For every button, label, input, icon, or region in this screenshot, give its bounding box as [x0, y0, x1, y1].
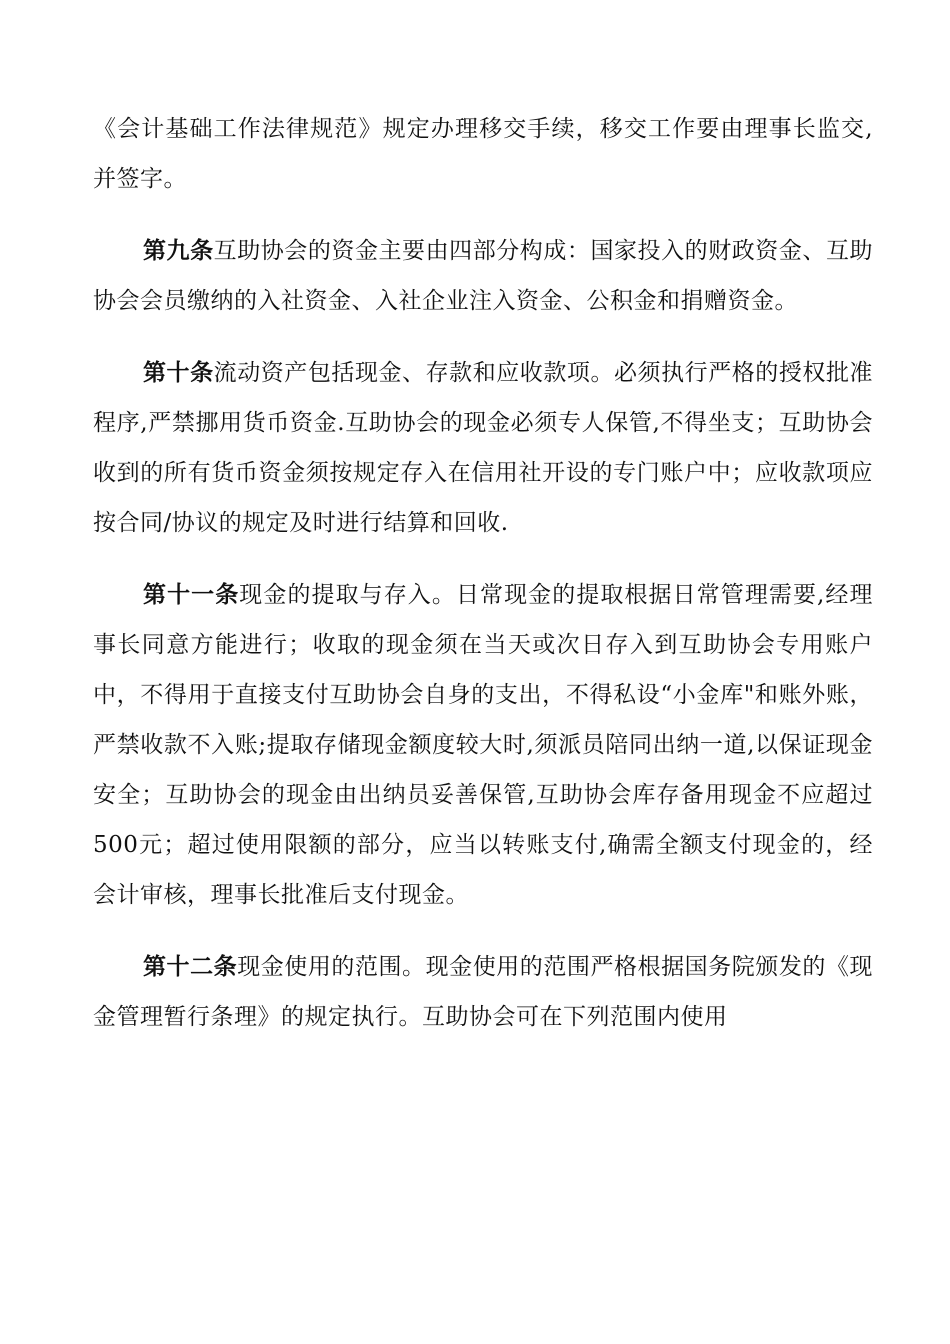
article-9 — [93, 226, 873, 326]
paragraph-text: 《会计基础工作法律规范》规定办理移交手续，移交工作要由理事长监交,并签字。 — [93, 116, 873, 192]
article-11 — [93, 570, 873, 920]
article-12 — [93, 942, 873, 1042]
document-page — [93, 104, 873, 1064]
paragraph-continuation — [93, 104, 873, 204]
paragraph-text: 现金使用的范围。现金使用的范围严格根据国务院颁发的《现金管理暂行条理》的规定执行。互助协会可在下列范围内使用 — [93, 954, 874, 1030]
paragraph-text: 现金的提取与存入。日常现金的提取根据日常管理需要,经理事长同意方能进行；收取的现金须在当天或次日存入到互助协会专用账户中，不得用于直接支付互助协会自身的支出，不得私设“小金库"和账外账，严禁收款不入账;提取存储现金额度较大时,须派员陪同出纳一道,以保证现金安全；互助协会的现金由出纳员妥善保管,互助协会库存备用现金不应超过500元；超过使用限额的部分，应当以转账支付,确需全额支付现金的，经会计审核，理事长批准后支付现金。 — [93, 582, 874, 908]
paragraph-text: 互助协会的资金主要由四部分构成：国家投入的财政资金、互助协会会员缴纳的入社资金、入社企业注入资金、公积金和捐赠资金。 — [93, 238, 874, 314]
article-heading: 第九条 — [143, 237, 214, 264]
article-10 — [93, 348, 873, 548]
article-heading: 第十二条 — [143, 953, 238, 980]
article-heading: 第十条 — [143, 359, 214, 386]
paragraph-text: 流动资产包括现金、存款和应收款项。必须执行严格的授权批准程序,严禁挪用货币资金.互助协会的现金必须专人保管,不得坐支；互助协会收到的所有货币资金须按规定存入在信用社开设的专门账户中；应收款项应按合同/协议的规定及时进行结算和回收. — [93, 360, 874, 536]
article-heading: 第十一条 — [143, 581, 240, 608]
